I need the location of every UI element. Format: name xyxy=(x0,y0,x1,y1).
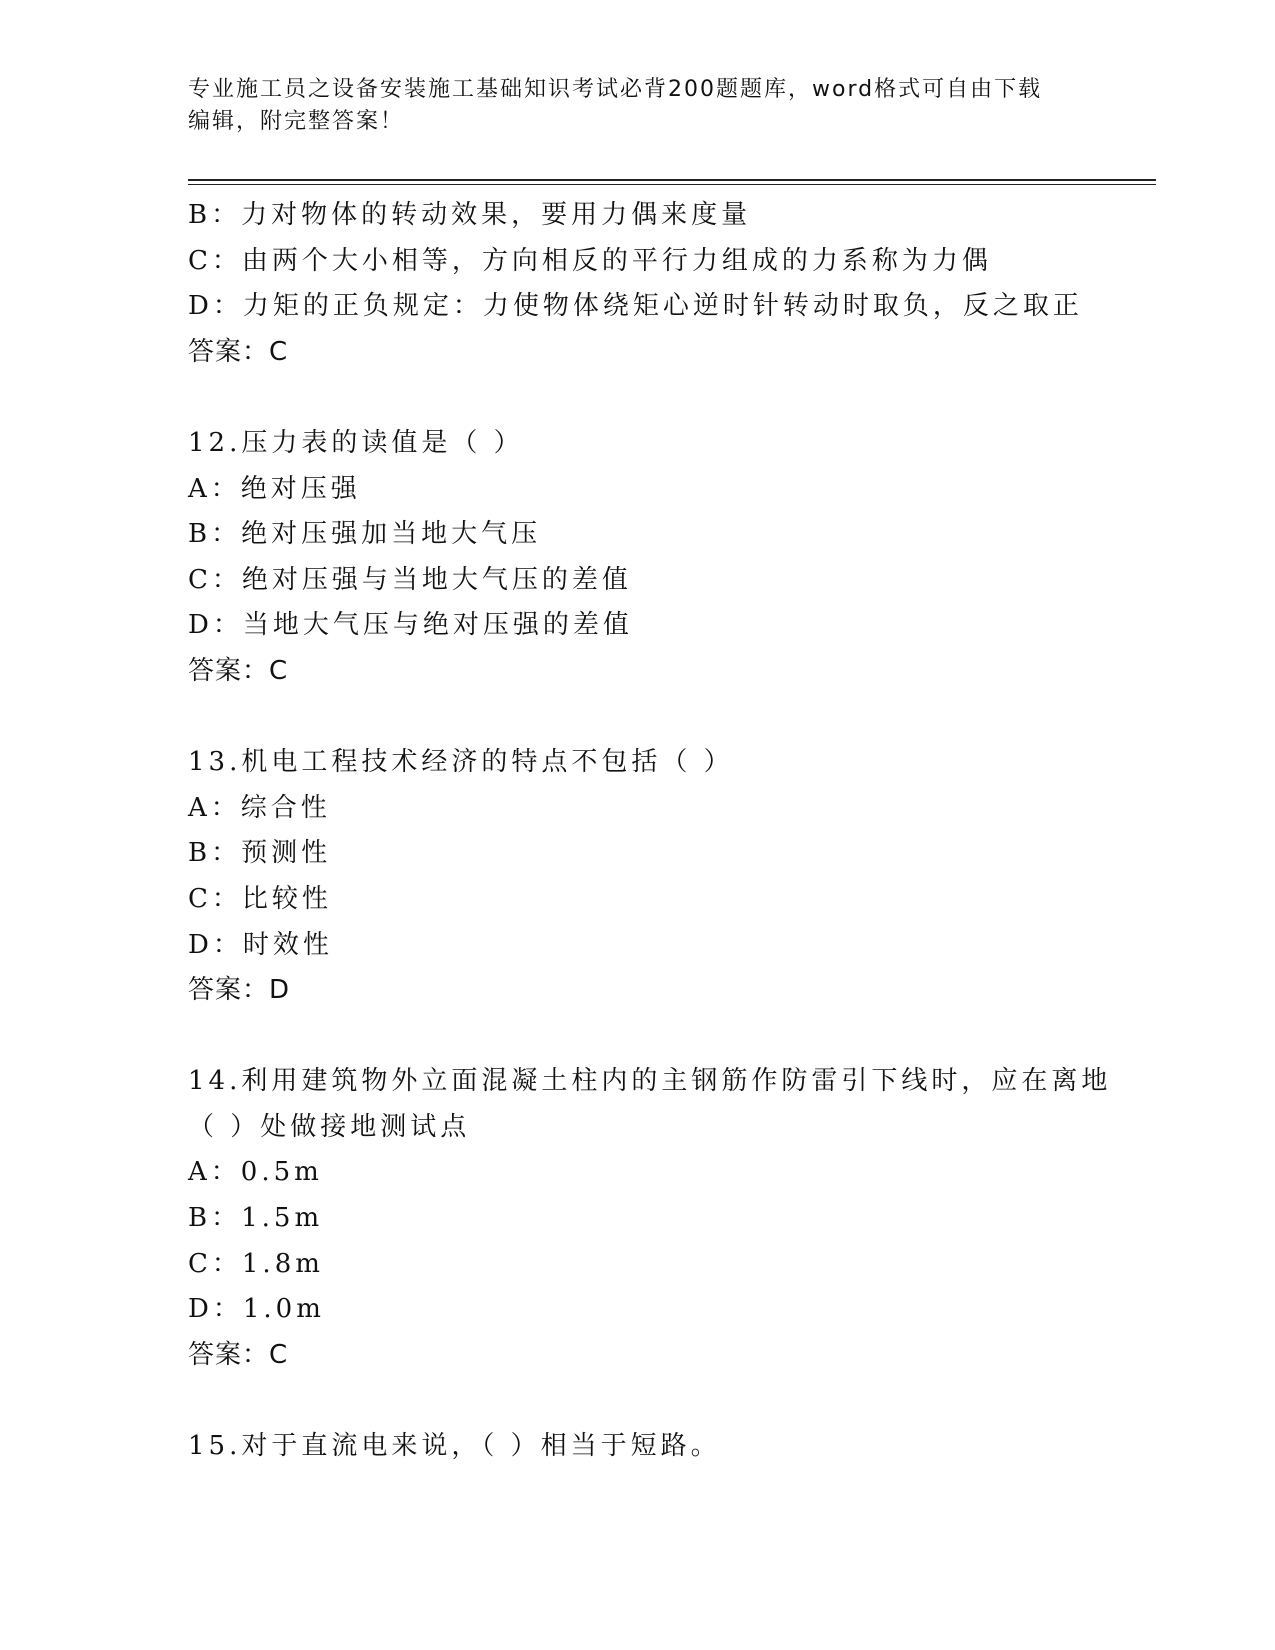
question-text-line-1: 14.利用建筑物外立面混凝土柱内的主钢筋作防雷引下线时，应在离地 xyxy=(188,1066,1112,1097)
option-b: B：力对物体的转动效果，要用力偶来度量 xyxy=(188,200,752,230)
spacer xyxy=(188,1014,1148,1060)
question-text: 12.压力表的读值是（ ） xyxy=(188,427,524,458)
option-d: D：力矩的正负规定：力使物体绕矩心逆时针转动时取负，反之取正 xyxy=(188,291,1083,322)
option-c: C：比较性 xyxy=(188,883,332,914)
option-c: C：绝对压强与当地大气压的差值 xyxy=(188,564,632,595)
spacer xyxy=(188,1378,1148,1424)
answer: 答案：C xyxy=(188,336,289,367)
answer: 答案：C xyxy=(188,1339,289,1370)
header-title-line-2: 编辑，附完整答案！ xyxy=(188,109,405,134)
option-a: A：综合性 xyxy=(188,792,331,823)
question-text: 13.机电工程技术经济的特点不包括（ ） xyxy=(188,747,734,778)
option-a: A：绝对压强 xyxy=(188,473,361,504)
question-13 xyxy=(188,740,1148,1014)
option-b: B：预测性 xyxy=(188,838,332,869)
option-d: D：1.0m xyxy=(188,1294,325,1325)
option-d: D：时效性 xyxy=(188,929,333,960)
question-text: 15.对于直流电来说，（ ）相当于短路。 xyxy=(188,1431,721,1462)
spacer xyxy=(188,375,1148,421)
option-b: B：绝对压强加当地大气压 xyxy=(188,519,542,550)
option-c: C：由两个大小相等，方向相反的平行力组成的力系称为力偶 xyxy=(188,245,992,276)
question-text-line-2: （ ）处做接地测试点 xyxy=(188,1111,471,1142)
spacer xyxy=(188,695,1148,741)
question-12 xyxy=(188,421,1148,695)
question-14 xyxy=(188,1059,1148,1378)
option-a: A：0.5m xyxy=(188,1157,323,1188)
option-c: C：1.8m xyxy=(188,1248,324,1279)
option-b: B：1.5m xyxy=(188,1203,324,1234)
header-divider-thin xyxy=(188,184,1156,185)
header-divider-thick xyxy=(188,179,1156,181)
option-d: D：当地大气压与绝对压强的差值 xyxy=(188,610,633,641)
question-list xyxy=(188,193,1148,1470)
answer: 答案：C xyxy=(188,655,289,686)
question-15 xyxy=(188,1424,1148,1470)
header-title-line-1: 专业施工员之设备安装施工基础知识考试必背200题题库，word格式可自由下载 xyxy=(188,77,1043,102)
question-11 xyxy=(188,193,1148,375)
answer: 答案：D xyxy=(188,975,291,1006)
document-header xyxy=(188,74,1088,138)
